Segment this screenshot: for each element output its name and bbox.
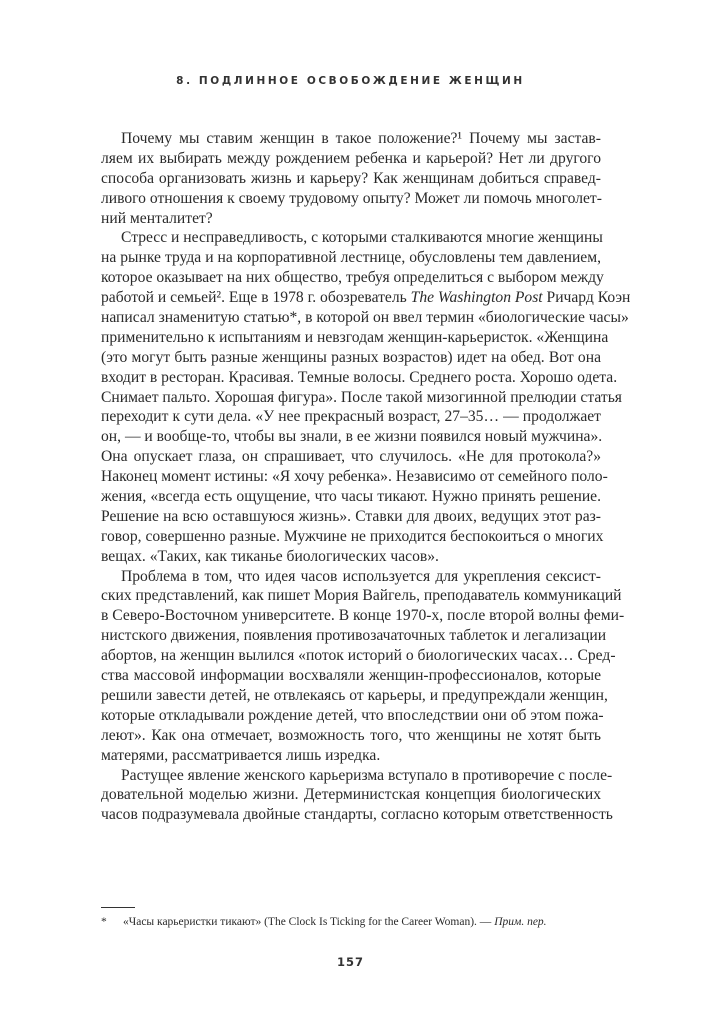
text-line [101,805,613,825]
text-line [101,606,625,626]
text-line [101,746,601,766]
text-segment: на рынке труда и на корпоративной лестнице, обусловлены тем давлением, [101,249,601,267]
text-segment: Она опускает глаза, он спрашивает, что случилось. «Не для протокола?» [101,448,601,466]
text-line [101,368,618,388]
text-line [101,686,608,706]
text-line [101,189,601,209]
text-line [101,209,601,229]
italic-text: The Washington Post [410,289,543,307]
text-line [101,308,629,328]
text-segment: Проблема в том, что идея часов используется для укрепления сексист- [121,567,601,585]
text-segment: написал знаменитую статью*, в которой он ввел термин «биологические часы» [101,309,629,327]
text-segment: которое оказывает на них общество, требуя определиться с выбором между [101,269,604,287]
page-number: 157 [336,955,364,969]
body-text [101,129,631,825]
text-segment: Растущее явление женского карьеризма вступало в противоречие с после- [121,766,613,784]
text-segment: в Северо-Восточном университете. В конце 1970-х, после второй волны феми- [101,607,625,625]
text-segment: абортов, на женщин вылился «поток историй о биологических часах… Сред- [101,647,616,665]
text-segment: Наконец момент истины: «Я хочу ребенка». Независимо от семейного поло- [101,468,608,486]
text-segment: жения, «всегда есть ощущение, что часы тикают. Нужно принять решение. [101,488,601,506]
text-line [101,129,601,149]
text-line [101,228,601,248]
text-segment: переходит к сути дела. «У нее прекрасный возраст, 27–35… — продолжает [101,408,601,426]
text-segment: вещах. «Таких, как тиканье биологических часов». [101,547,439,565]
text-segment: нистского движения, появления противозачаточных таблеток и легализации [101,627,607,645]
text-line [101,547,601,567]
text-line [101,646,616,666]
text-segment: работой и семьей². Еще в 1978 г. обозреватель [101,289,411,307]
text-line [101,487,601,507]
text-segment: он, — и вообще-то, чтобы вы знали, в ее жизни появился новый мужчина». [101,428,603,446]
text-segment: говор, совершенно разные. Мужчине не приходится беспокоиться о многих [101,527,604,545]
text-segment: решили завести детей, не отвлекаясь от карьеры, и предупреждали женщин, [101,686,608,704]
text-segment: Ричард Коэн [542,289,631,307]
text-line [101,766,613,786]
text-line [101,149,601,169]
text-segment: часов подразумевала двойные стандарты, согласно которым ответственность [101,806,613,824]
running-header: 8. ПОДЛИННОЕ ОСВОБОЖДЕНИЕ ЖЕНЩИН [176,75,525,87]
text-line [101,388,622,408]
text-segment: ства массовой информации восхваляли женщин-профессионалов, которые [101,667,601,685]
text-line [101,427,601,447]
text-segment: Почему мы ставим женщин в такое положение?¹ Почему мы застав- [121,130,601,147]
text-segment: ских представлений, как пишет Мория Вайгель, преподаватель коммуникаций [101,587,622,605]
text-segment: довательной моделью жизни. Детерминистская концепция биологических [101,786,601,804]
text-segment: (это могут быть разные женщины разных возрастов) идет на обед. Вот она [101,348,601,366]
text-line [101,527,604,547]
text-segment: матерями, рассматривается лишь изредка. [101,746,381,764]
text-segment: Снимает пальто. Хорошая фигура». После такой мизогинной прелюдии статья [101,388,622,406]
text-segment: ний менталитет? [101,209,213,227]
text-segment: применительно к испытаниям и невзгодам женщин-карьеристок. «Женщина [101,328,609,346]
text-segment: Стресс и несправедливость, с которыми сталкиваются многие женщины [121,229,603,247]
text-line [101,467,608,487]
text-segment: ляем их выбирать между рождением ребенка и карьерой? Нет ли другого [101,149,601,167]
text-line [101,248,601,268]
text-line [101,706,604,726]
footnote-text: «Часы карьеристки тикают» (The Clock Is Ticking for the Career Woman). — [123,916,495,928]
text-line [101,268,604,288]
footnote-divider [101,907,135,908]
text-line [101,407,601,427]
text-segment: ливого отношения к своему трудовому опыту? Может ли помочь многолет- [101,189,602,207]
text-line [101,447,601,467]
text-line [101,726,601,746]
footnote-translator-note: Прим. пер. [494,916,547,928]
text-line [101,626,607,646]
text-line [101,507,601,527]
text-segment: Решение на всю оставшуюся жизнь». Ставки для двоих, ведущих этот раз- [101,507,601,525]
text-line [101,567,601,587]
text-segment: способа организовать жизнь и карьеру? Как женщинам добиться справед- [101,169,601,187]
text-line [101,288,631,308]
footnote [101,914,601,930]
text-segment: которые откладывали рождение детей, что впоследствии они об этом пожа- [101,706,604,724]
text-line [101,348,601,368]
text-line [101,666,601,686]
text-line [101,586,622,606]
text-segment: входит в ресторан. Красивая. Темные волосы. Среднего роста. Хорошо одета. [101,368,618,386]
footnote-mark: * [101,916,107,928]
text-line [101,169,601,189]
text-line [101,785,601,805]
text-line [101,328,609,348]
text-segment: леют». Как она отмечает, возможность того, что женщины не хотят быть [101,726,601,744]
